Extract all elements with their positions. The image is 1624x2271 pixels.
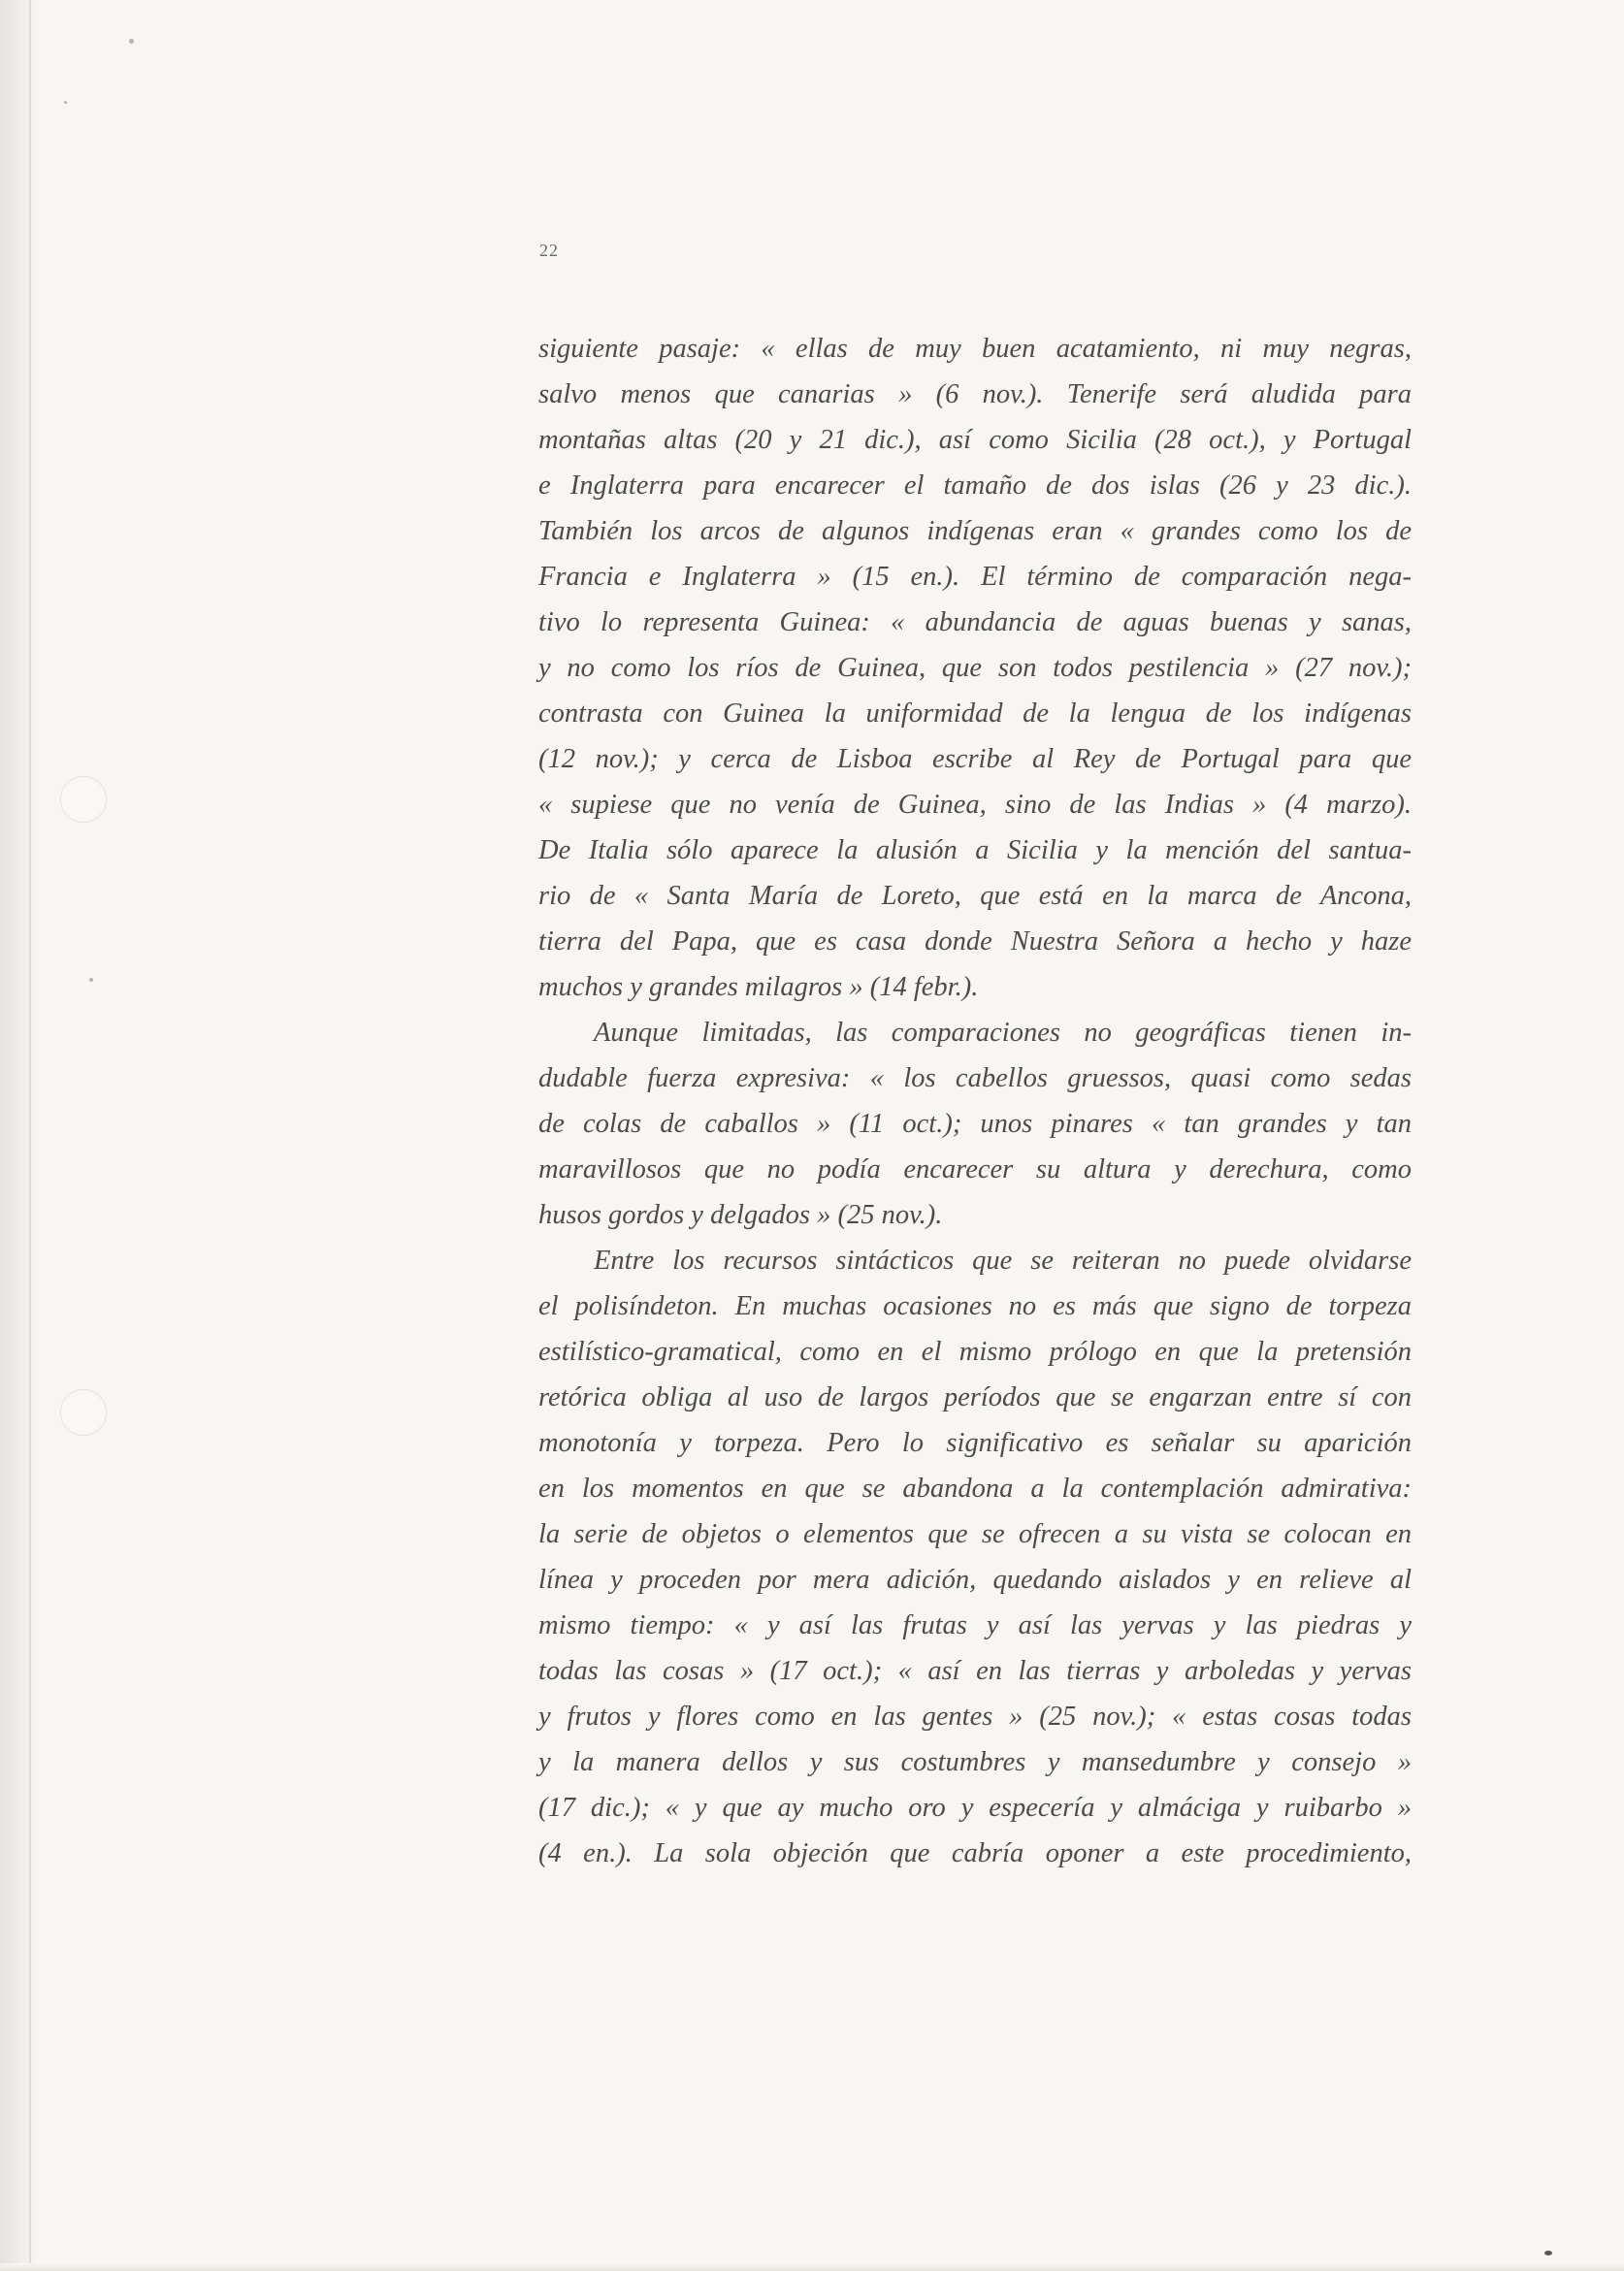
text-line: y no como los ríos de Guinea, que son todos pestilencia » (27 nov.);: [538, 653, 1412, 683]
text-line: Francia e Inglaterra » (15 en.). El término de comparación nega-: [538, 562, 1412, 592]
text-line: y frutos y flores como en las gentes » (25 nov.); « estas cosas todas: [538, 1702, 1412, 1732]
text-line: retórica obliga al uso de largos períodos que se engarzan entre sí con: [538, 1382, 1412, 1412]
text-line: « supiese que no venía de Guinea, sino de las Indias » (4 marzo).: [538, 790, 1412, 820]
page-bottom-edge: [0, 2263, 1624, 2271]
text-line: salvo menos que canarias » (6 nov.). Tenerife será aludida para: [538, 379, 1412, 409]
text-line: tivo lo representa Guinea: « abundancia de aguas buenas y sanas,: [538, 607, 1412, 637]
scan-speck: [89, 978, 93, 982]
text-line: rio de « Santa María de Loreto, que está en la marca de Ancona,: [538, 881, 1412, 911]
text-line: de colas de caballos » (11 oct.); unos pinares « tan grandes y tan: [538, 1109, 1412, 1139]
text-line: (4 en.). La sola objeción que cabría oponer a este procedimiento,: [538, 1838, 1412, 1868]
text-line: y la manera dellos y sus costumbres y mansedumbre y consejo »: [538, 1747, 1412, 1777]
text-line: husos gordos y delgados » (25 nov.).: [538, 1200, 943, 1230]
text-line: estilístico-gramatical, como en el mismo prólogo en que la pretensión: [538, 1337, 1412, 1367]
text-line: De Italia sólo aparece la alusión a Sicilia y la mención del santua-: [538, 835, 1412, 865]
body-text: [538, 326, 1412, 1876]
scan-speck: [64, 101, 67, 104]
text-line: También los arcos de algunos indígenas eran « grandes como los de: [538, 516, 1412, 546]
text-line: maravillosos que no podía encarecer su altura y derechura, como: [538, 1154, 1412, 1184]
text-line: línea y proceden por mera adición, quedando aislados y en relieve al: [538, 1565, 1412, 1595]
page-number: 22: [539, 241, 559, 260]
text-line: monotonía y torpeza. Pero lo significativo es señalar su aparición: [538, 1428, 1412, 1458]
punch-hole-lower: [60, 1389, 107, 1436]
text-line: la serie de objetos o elementos que se ofrecen a su vista se colocan en: [538, 1519, 1412, 1549]
text-line: el polisíndeton. En muchas ocasiones no es más que signo de torpeza: [538, 1291, 1412, 1321]
paragraph-first-line: Entre los recursos sintácticos que se reiteran no puede olvidarse: [594, 1246, 1412, 1276]
text-line: dudable fuerza expresiva: « los cabellos gruessos, quasi como sedas: [538, 1063, 1412, 1093]
text-line: contrasta con Guinea la uniformidad de la lengua de los indígenas: [538, 698, 1412, 729]
paragraph-first-line: Aunque limitadas, las comparaciones no geográficas tienen in-: [594, 1018, 1412, 1048]
text-line: en los momentos en que se abandona a la contemplación admirativa:: [538, 1474, 1412, 1504]
scan-speck: [129, 39, 134, 44]
text-line: (12 nov.); y cerca de Lisboa escribe al Rey de Portugal para que: [538, 744, 1412, 774]
text-line: (17 dic.); « y que ay mucho oro y especería y almáciga y ruibarbo »: [538, 1793, 1412, 1823]
scan-speck: [1544, 2251, 1552, 2255]
text-line: muchos y grandes milagros » (14 febr.).: [538, 972, 979, 1002]
text-line: siguiente pasaje: « ellas de muy buen acatamiento, ni muy negras,: [538, 334, 1412, 364]
page-binding-edge: [0, 0, 39, 2271]
page-binding-line: [29, 0, 31, 2271]
text-line: mismo tiempo: « y así las frutas y así las yervas y las piedras y: [538, 1610, 1412, 1640]
punch-hole-upper: [60, 776, 107, 823]
text-line: e Inglaterra para encarecer el tamaño de dos islas (26 y 23 dic.).: [538, 470, 1412, 501]
text-line: montañas altas (20 y 21 dic.), así como Sicilia (28 oct.), y Portugal: [538, 425, 1412, 455]
text-line: tierra del Papa, que es casa donde Nuestra Señora a hecho y haze: [538, 926, 1412, 957]
text-line: todas las cosas » (17 oct.); « así en las tierras y arboledas y yervas: [538, 1656, 1412, 1686]
